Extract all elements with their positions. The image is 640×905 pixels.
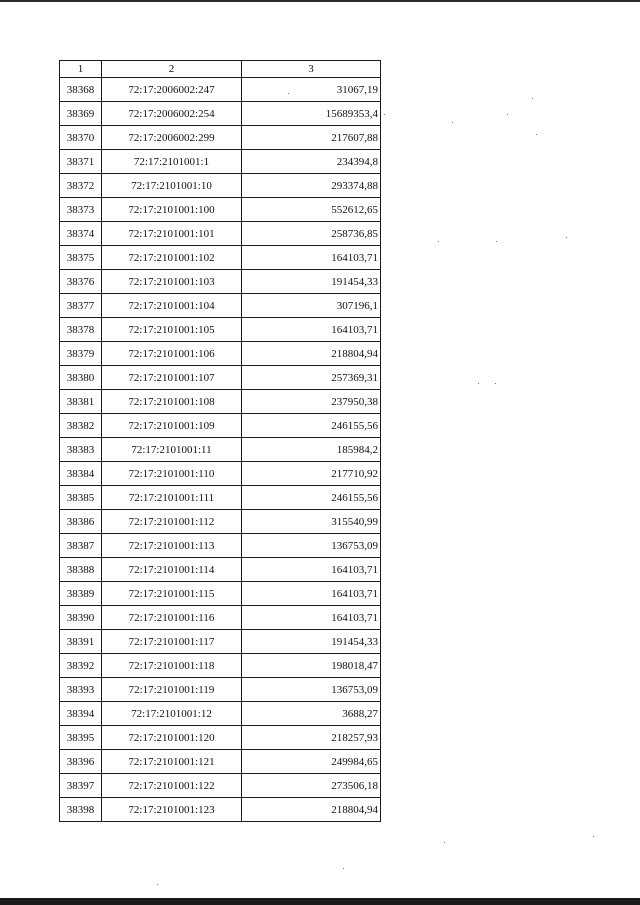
row-number-cell: 38379 [60,342,102,366]
cadastral-value-cell: 136753,09 [242,534,381,558]
cadastral-value-cell: 164103,71 [242,246,381,270]
row-number-cell: 38386 [60,510,102,534]
row-number-cell: 38384 [60,462,102,486]
scan-speck [532,98,533,99]
cadastral-number-cell: 72:17:2006002:299 [102,126,242,150]
row-number-cell: 38392 [60,654,102,678]
cadastral-number-cell: 72:17:2101001:104 [102,294,242,318]
scan-speck [478,383,479,384]
scan-speck [495,383,496,384]
table-row [60,414,381,438]
row-number-cell: 38368 [60,78,102,102]
row-number-cell: 38391 [60,630,102,654]
scan-speck [593,836,594,837]
table-row [60,702,381,726]
row-number-cell: 38394 [60,702,102,726]
cadastral-value-cell: 164103,71 [242,582,381,606]
scan-speck [452,122,453,123]
scan-speck [444,842,445,843]
cadastral-number-cell: 72:17:2101001:102 [102,246,242,270]
cadastral-value-cell: 258736,85 [242,222,381,246]
cadastral-value-cell: 15689353,4 [242,102,381,126]
table-row [60,198,381,222]
row-number-cell: 38389 [60,582,102,606]
cadastral-number-cell: 72:17:2101001:119 [102,678,242,702]
cadastral-number-cell: 72:17:2006002:254 [102,102,242,126]
cadastral-number-cell: 72:17:2101001:113 [102,534,242,558]
scan-speck [507,114,508,115]
cadastral-value-cell: 246155,56 [242,414,381,438]
table-row [60,750,381,774]
cadastral-value-cell: 249984,65 [242,750,381,774]
row-number-cell: 38395 [60,726,102,750]
row-number-cell: 38385 [60,486,102,510]
column-number-2: 2 [102,61,242,78]
cadastral-value-cell: 552612,65 [242,198,381,222]
cadastral-number-cell: 72:17:2101001:105 [102,318,242,342]
cadastral-value-cell: 293374,88 [242,174,381,198]
table-row [60,510,381,534]
cadastral-number-cell: 72:17:2101001:10 [102,174,242,198]
row-number-cell: 38387 [60,534,102,558]
table-row [60,486,381,510]
cadastral-value-cell: 164103,71 [242,318,381,342]
cadastral-number-cell: 72:17:2101001:109 [102,414,242,438]
cadastral-value-cell: 198018,47 [242,654,381,678]
cadastral-value-table [59,60,381,822]
cadastral-number-cell: 72:17:2101001:122 [102,774,242,798]
scan-speck [343,868,344,869]
cadastral-number-cell: 72:17:2101001:114 [102,558,242,582]
table-row [60,678,381,702]
table-row [60,390,381,414]
row-number-cell: 38373 [60,198,102,222]
cadastral-value-cell: 31067,19 [242,78,381,102]
row-number-cell: 38388 [60,558,102,582]
cadastral-number-cell: 72:17:2101001:103 [102,270,242,294]
table-row [60,654,381,678]
cadastral-value-cell: 217710,92 [242,462,381,486]
table-body [60,78,381,822]
table-row [60,174,381,198]
scan-speck [536,134,537,135]
table-row [60,534,381,558]
table-row [60,270,381,294]
scan-speck [496,241,497,242]
cadastral-number-cell: 72:17:2101001:1 [102,150,242,174]
cadastral-value-cell: 191454,33 [242,630,381,654]
table-row [60,582,381,606]
cadastral-number-cell: 72:17:2101001:101 [102,222,242,246]
table-row [60,798,381,822]
scan-top-edge [0,0,640,2]
row-number-cell: 38382 [60,414,102,438]
table-row [60,462,381,486]
row-number-cell: 38380 [60,366,102,390]
scan-bottom-edge [0,898,640,905]
row-number-cell: 38393 [60,678,102,702]
row-number-cell: 38390 [60,606,102,630]
column-number-1: 1 [60,61,102,78]
table-row [60,150,381,174]
cadastral-number-cell: 72:17:2101001:123 [102,798,242,822]
table-row [60,246,381,270]
table-row [60,558,381,582]
cadastral-value-cell: 218804,94 [242,798,381,822]
cadastral-value-cell: 185984,2 [242,438,381,462]
table-row [60,294,381,318]
cadastral-number-cell: 72:17:2101001:117 [102,630,242,654]
table-row [60,126,381,150]
row-number-cell: 38378 [60,318,102,342]
table-row [60,366,381,390]
row-number-cell: 38383 [60,438,102,462]
row-number-cell: 38396 [60,750,102,774]
row-number-cell: 38371 [60,150,102,174]
table-row [60,606,381,630]
table-row [60,318,381,342]
cadastral-number-cell: 72:17:2101001:107 [102,366,242,390]
cadastral-value-cell: 3688,27 [242,702,381,726]
cadastral-number-cell: 72:17:2101001:100 [102,198,242,222]
row-number-cell: 38370 [60,126,102,150]
table-row [60,630,381,654]
cadastral-value-cell: 315540,99 [242,510,381,534]
cadastral-number-cell: 72:17:2101001:11 [102,438,242,462]
table-row [60,78,381,102]
row-number-cell: 38369 [60,102,102,126]
cadastral-number-cell: 72:17:2101001:115 [102,582,242,606]
row-number-cell: 38374 [60,222,102,246]
cadastral-value-cell: 273506,18 [242,774,381,798]
column-number-3: 3 [242,61,381,78]
cadastral-number-cell: 72:17:2101001:108 [102,390,242,414]
cadastral-value-cell: 218257,93 [242,726,381,750]
row-number-cell: 38381 [60,390,102,414]
cadastral-number-cell: 72:17:2101001:111 [102,486,242,510]
cadastral-number-cell: 72:17:2101001:12 [102,702,242,726]
table-row [60,726,381,750]
column-number-header-row [60,61,381,78]
cadastral-value-cell: 217607,88 [242,126,381,150]
scan-speck [384,114,385,115]
row-number-cell: 38376 [60,270,102,294]
cadastral-number-cell: 72:17:2101001:116 [102,606,242,630]
cadastral-number-cell: 72:17:2101001:112 [102,510,242,534]
table-row [60,222,381,246]
cadastral-value-cell: 164103,71 [242,558,381,582]
row-number-cell: 38372 [60,174,102,198]
scan-speck [566,237,567,238]
table-row [60,438,381,462]
cadastral-number-cell: 72:17:2101001:121 [102,750,242,774]
table-row [60,342,381,366]
cadastral-value-cell: 257369,31 [242,366,381,390]
row-number-cell: 38397 [60,774,102,798]
cadastral-number-cell: 72:17:2006002:247 [102,78,242,102]
row-number-cell: 38375 [60,246,102,270]
cadastral-value-cell: 218804,94 [242,342,381,366]
cadastral-value-cell: 234394,8 [242,150,381,174]
cadastral-number-cell: 72:17:2101001:120 [102,726,242,750]
cadastral-value-cell: 307196,1 [242,294,381,318]
cadastral-value-cell: 246155,56 [242,486,381,510]
cadastral-value-cell: 191454,33 [242,270,381,294]
cadastral-number-cell: 72:17:2101001:106 [102,342,242,366]
cadastral-value-cell: 237950,38 [242,390,381,414]
scan-speck [288,93,289,94]
table-row [60,102,381,126]
cadastral-value-cell: 164103,71 [242,606,381,630]
cadastral-value-cell: 136753,09 [242,678,381,702]
row-number-cell: 38377 [60,294,102,318]
scan-speck [438,241,439,242]
cadastral-number-cell: 72:17:2101001:110 [102,462,242,486]
scan-speck [157,884,158,885]
cadastral-number-cell: 72:17:2101001:118 [102,654,242,678]
row-number-cell: 38398 [60,798,102,822]
table-row [60,774,381,798]
